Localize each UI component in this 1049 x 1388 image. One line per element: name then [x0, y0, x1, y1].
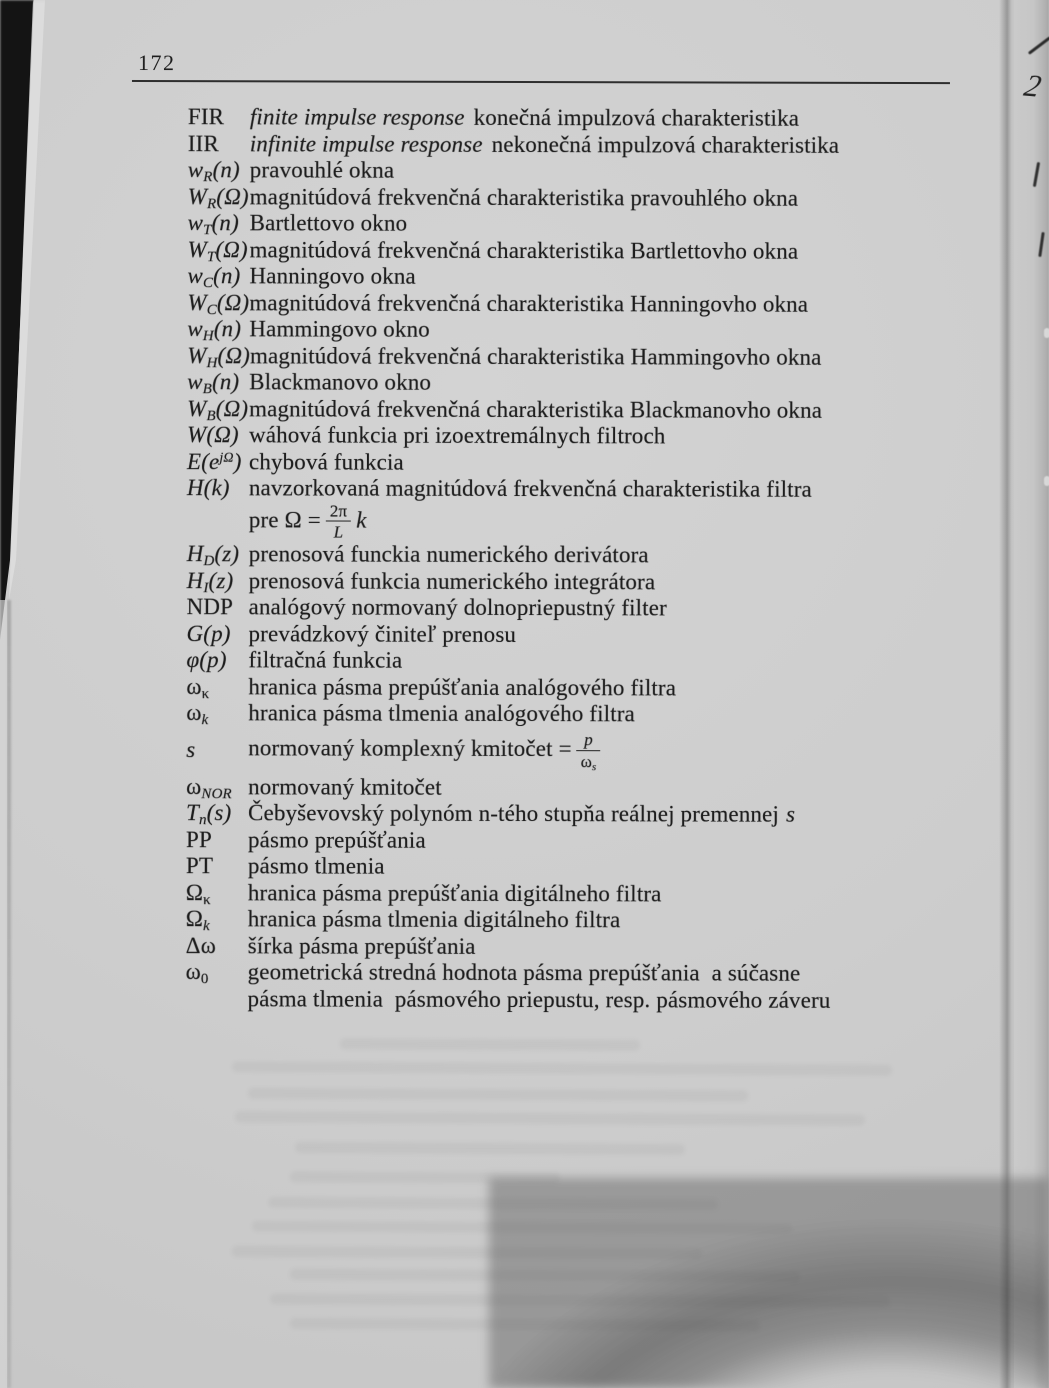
definition-text: prenosová funkcia numerického integrátora — [248, 567, 656, 595]
definition-row — [186, 774, 996, 803]
definition-row — [188, 104, 998, 133]
left-page-crease — [7, 600, 11, 1388]
definition-text: prenosová funckia numerického derivátora — [248, 541, 649, 568]
definition-text: normovaný kmitočet — [248, 773, 442, 800]
symbol-term: $W_T(\Omega)$ — [187, 236, 248, 265]
symbol-term: $\omega_{NOR}$ — [186, 773, 232, 803]
edge-nick — [1044, 476, 1049, 486]
fraction: $\frac{p}{\omega_s}$ — [577, 731, 601, 771]
definition-text: hranica pásma prepúšťania analógového filtra — [248, 673, 677, 701]
symbol-term: $W_H(\Omega)$ — [187, 342, 250, 371]
symbol-term: $w_C(n)$ — [187, 263, 241, 292]
symbol-term: PT — [185, 853, 214, 879]
definition-row — [187, 396, 997, 425]
definition-text: infinite impulse response nekonečná impulzová charakteristika — [249, 130, 840, 158]
definition-row — [187, 422, 997, 451]
definition-text: navzorkovaná magnitúdová frekvenčná charakteristika filtra — [248, 475, 812, 502]
definition-row — [186, 621, 996, 650]
definition-text: Hammingovo okno — [249, 316, 430, 342]
definition-text: hranica pásma prepúšťania digitálneho filtra — [247, 879, 662, 907]
definition-text: normovaný komplexný kmitočet = $\frac{p}{\omega_s}$ — [248, 731, 605, 772]
definition-row — [187, 369, 997, 398]
fraction: $\frac{2\pi}{L}$ — [326, 502, 351, 542]
symbol-term: Δω — [185, 932, 216, 958]
symbol-term: FIR — [187, 104, 225, 130]
symbol-term: $\Omega_k$ — [185, 906, 210, 935]
definition-row — [187, 316, 997, 345]
edge-nick — [1044, 328, 1049, 338]
definition-row — [187, 475, 997, 504]
definition-row — [188, 131, 998, 160]
definition-row — [186, 959, 996, 988]
definition-row — [187, 237, 997, 266]
definition-text: hranica pásma tlmenia digitálneho filtra — [247, 906, 621, 933]
symbol-term: $H_D(z)$ — [186, 541, 240, 570]
definition-text: pásmo tlmenia — [247, 853, 385, 879]
symbol-term: IIR — [187, 130, 219, 156]
definition-text: magnitúdová frekvenčná charakteristika Hammingovho okna — [249, 342, 822, 370]
page-curl-shadow — [489, 1178, 1049, 1388]
definition-text: chybová funkcia — [248, 448, 404, 475]
definition-text: pásma tlmenia pásmového priepustu, resp. pásmového záveru — [247, 985, 831, 1013]
symbol-term: $\omega_k$ — [186, 700, 209, 729]
definition-row — [187, 594, 997, 623]
symbol-term: $\Omega_\kappa$ — [185, 879, 211, 909]
definition-row — [186, 906, 996, 935]
symbol-term: $\omega_0$ — [185, 959, 209, 988]
definition-text: pásmo prepúšťania — [247, 826, 426, 853]
symbol-term: G(p) — [186, 620, 231, 646]
definition-row — [187, 290, 997, 319]
definition-row — [186, 674, 996, 703]
left-page-edge — [0, 600, 7, 1388]
definition-text: šírka pásma prepúšťania — [247, 932, 476, 959]
symbol-list — [186, 104, 998, 1014]
bleed-through-smudge — [340, 1038, 640, 1051]
definition-row — [186, 647, 996, 676]
symbol-term: s — [186, 737, 196, 763]
definition-row — [186, 700, 996, 729]
symbol-term: $H_I(z)$ — [186, 567, 234, 597]
symbol-term: $w_B(n)$ — [187, 369, 240, 398]
definition-text: wáhová funkcia pri izoextremálnych filtroch — [249, 422, 666, 449]
definition-row — [188, 157, 998, 186]
definition-text: Blackmanovo okno — [249, 369, 432, 395]
definition-text: finite impulse response konečná impulzová charakteristika — [249, 104, 800, 131]
definition-row — [187, 343, 997, 372]
symbol-term: $T_n(s)$ — [186, 800, 232, 829]
definition-row — [186, 933, 996, 962]
definition-row — [186, 800, 996, 829]
page-number: 172 — [137, 49, 176, 76]
symbol-term: NDP — [186, 594, 234, 620]
definition-text: magnitúdová frekvenčná charakteristika pravouhlého okna — [249, 183, 799, 211]
definition-continuation — [186, 986, 996, 1015]
definition-text: geometrická stredná hodnota pásma prepúšťania a súčasne — [247, 959, 801, 986]
definition-continuation — [187, 502, 997, 544]
definition-row — [186, 880, 996, 909]
definition-row — [186, 853, 996, 882]
bleed-through-smudge — [295, 1142, 685, 1155]
definition-row — [187, 541, 997, 570]
definition-text: filtračná funkcia — [248, 647, 403, 673]
definition-row — [187, 449, 997, 478]
symbol-term: $w_T(n)$ — [187, 210, 239, 239]
pen-numeral-mark: 2 — [1021, 67, 1045, 104]
definition-text: pravouhlé okna — [249, 157, 395, 183]
symbol-term: φ(p) — [186, 647, 227, 673]
definition-text: magnitúdová frekvenčná charakteristika Bartlettovho okna — [249, 236, 799, 264]
definition-text: analógový normovaný dolnopriepustný filter — [248, 594, 667, 621]
symbol-term: $W_B(\Omega)$ — [187, 395, 249, 424]
definition-text: hranica pásma tlmenia analógového filtra — [248, 700, 635, 727]
definition-text: prevádzkový činiteľ prenosu — [248, 620, 517, 647]
definition-text: magnitúdová frekvenčná charakteristika Blackmanovho okna — [249, 395, 823, 423]
symbol-term: $w_H(n)$ — [187, 316, 242, 345]
definition-row — [186, 827, 996, 856]
symbol-term: H(k) — [186, 475, 230, 501]
symbol-term: $W_R(\Omega)$ — [187, 183, 249, 212]
definition-row — [187, 263, 997, 292]
definition-text: magnitúdová frekvenčná charakteristika Hanningovho okna — [249, 289, 809, 317]
symbol-term: $w_R(n)$ — [187, 157, 240, 186]
symbol-term: W(Ω) — [187, 422, 239, 448]
definition-row — [187, 568, 997, 597]
symbol-term: $E(e^{j\Omega})$ — [186, 448, 242, 474]
definition-row — [188, 184, 998, 213]
definition-text: Hanningovo okna — [249, 263, 416, 289]
header-rule — [132, 50, 950, 84]
definition-row — [188, 210, 998, 239]
symbol-term: $W_C(\Omega)$ — [187, 289, 250, 318]
symbol-term: PP — [185, 826, 212, 852]
definition-row — [186, 727, 996, 776]
definition-text: Čebyševovský polynóm n-tého stupňa reálnej premennej s — [248, 800, 796, 827]
formula: pre Ω = $\frac{2\pi}{L}$ k — [248, 500, 367, 542]
definition-text: Bartlettovo okno — [249, 210, 408, 236]
symbol-term: $\omega_\kappa$ — [186, 673, 210, 703]
